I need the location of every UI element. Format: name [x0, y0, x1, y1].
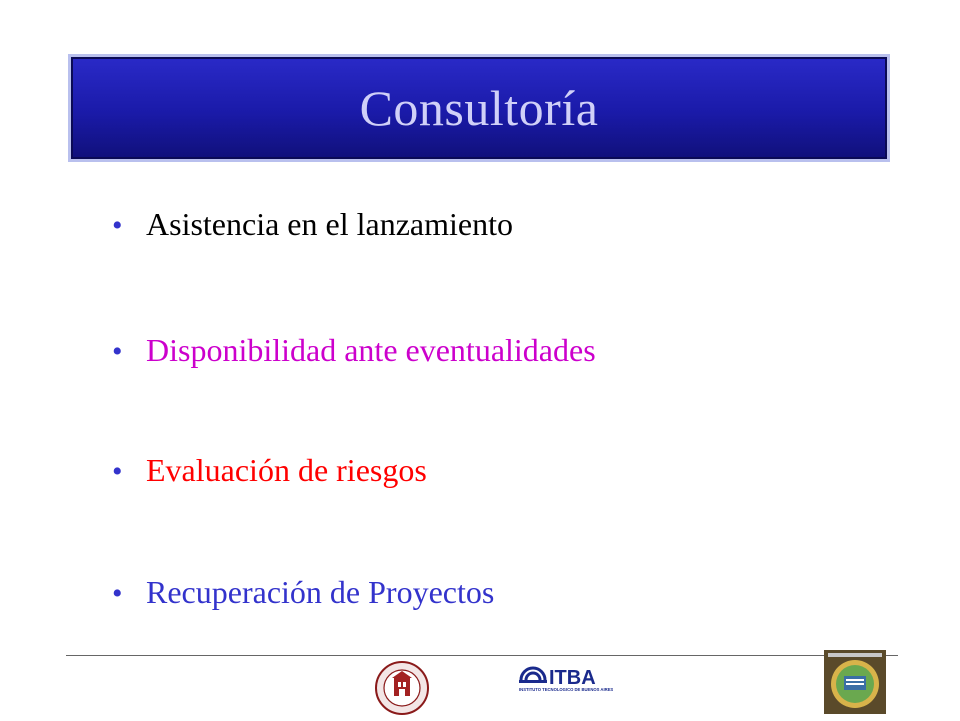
bullet-dot-icon: • — [112, 577, 123, 610]
bullet-dot-icon: • — [112, 209, 123, 242]
svg-text:INSTITUTO TECNOLOGICO DE BUENO: INSTITUTO TECNOLOGICO DE BUENOS AIRES — [519, 687, 614, 692]
university-seal-logo — [374, 660, 430, 716]
title-banner — [68, 54, 890, 162]
bullet-item — [112, 332, 596, 369]
bullet-item — [112, 574, 494, 611]
bullet-text: Recuperación de Proyectos — [146, 574, 495, 610]
itba-logo-text: ITBA — [549, 667, 596, 689]
bullet-text: Evaluación de riesgos — [146, 452, 427, 488]
bullet-text: Disponibilidad ante eventualidades — [146, 332, 596, 368]
bullet-text: Asistencia en el lanzamiento — [146, 206, 513, 242]
bullet-dot-icon: • — [112, 335, 123, 368]
project-management-badge-logo — [824, 650, 886, 714]
bullet-item — [112, 206, 513, 243]
footer-divider — [66, 655, 898, 656]
bullet-item — [112, 452, 427, 489]
itba-logo — [517, 660, 623, 696]
slide-title: Consultoría — [359, 80, 599, 136]
bullet-dot-icon: • — [112, 455, 123, 488]
